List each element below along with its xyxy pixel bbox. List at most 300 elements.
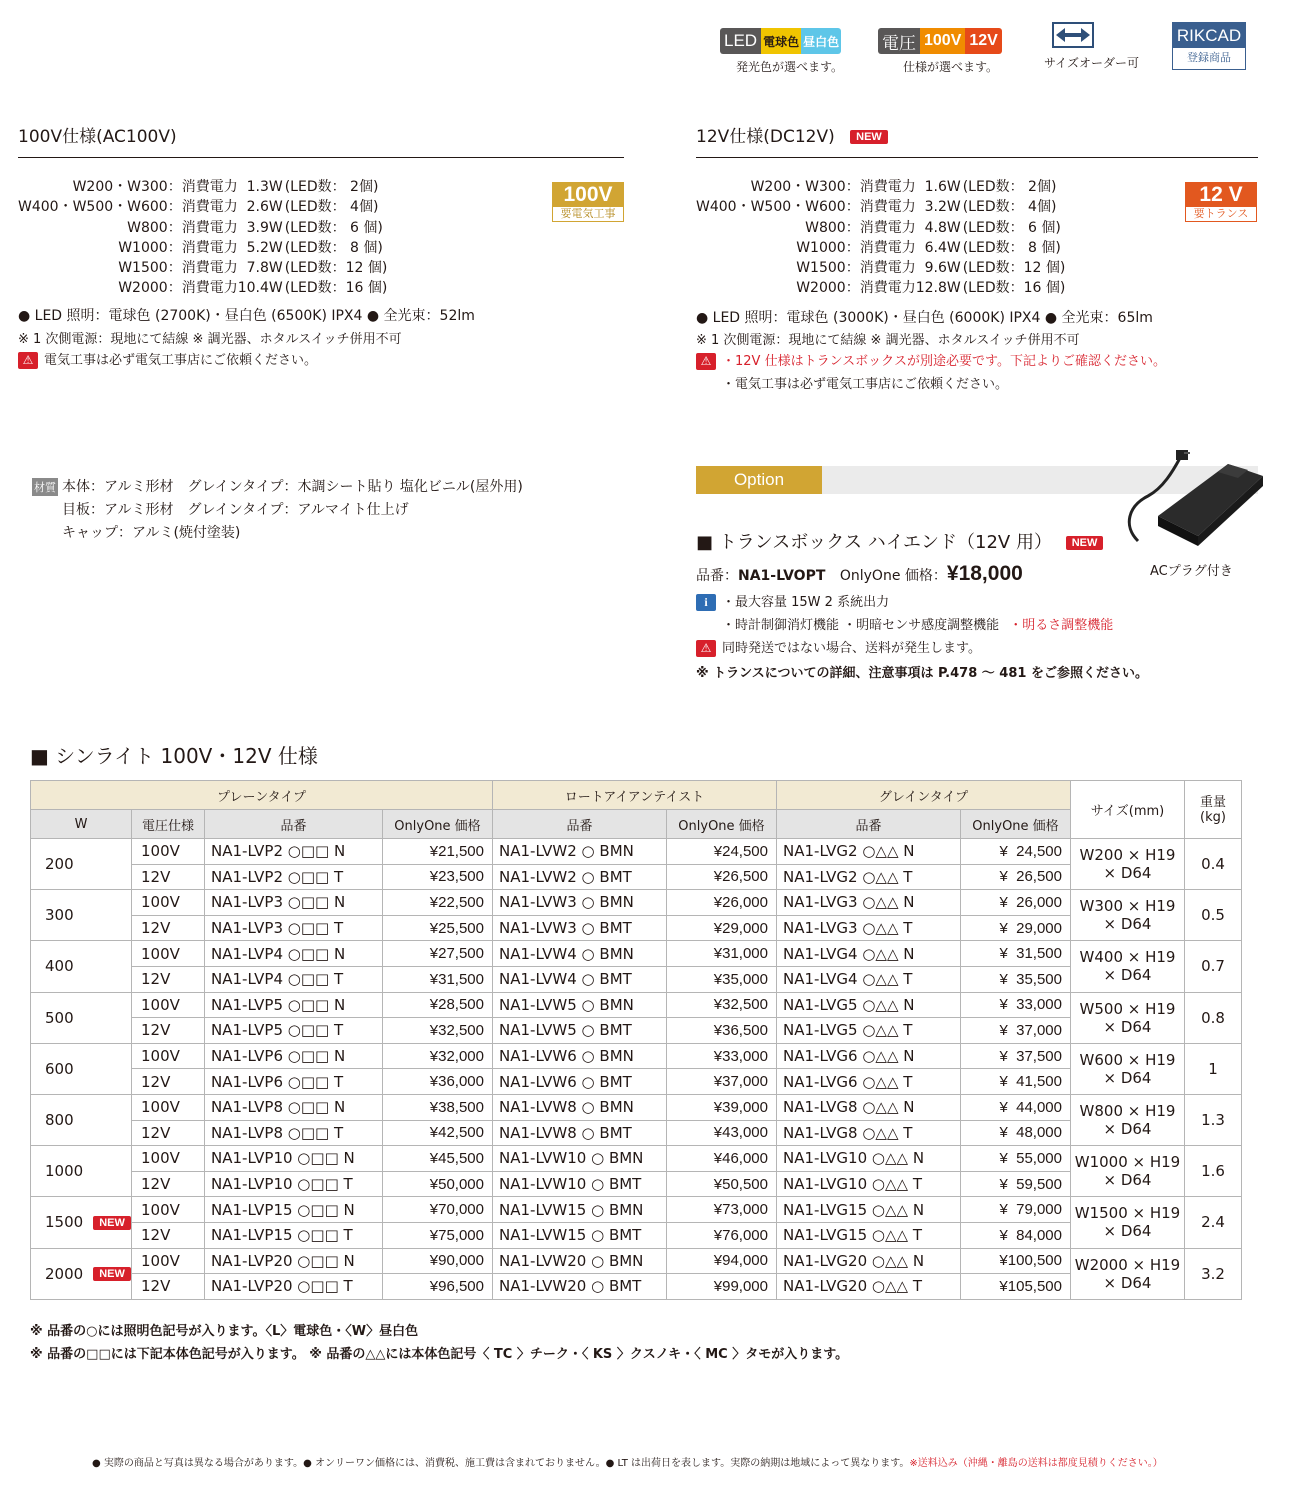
cell-grain-code: NA1-LVG15 ○△△ N bbox=[777, 1197, 961, 1223]
cell-plain-price: ¥90,000 bbox=[383, 1248, 493, 1274]
option-info-row bbox=[696, 591, 889, 611]
spec-power: 1.6W bbox=[924, 179, 961, 195]
cell-wrought-code: NA1-LVW10 ○ BMN bbox=[493, 1146, 667, 1172]
header-weight: 重量 (kg) bbox=[1185, 781, 1242, 839]
size-line-2: × D64 bbox=[1103, 1068, 1152, 1087]
table-row bbox=[31, 1146, 1242, 1172]
width-value: 200 bbox=[45, 855, 74, 874]
cell-wrought-price: ¥36,500 bbox=[667, 1018, 777, 1044]
cell-plain-code: NA1-LVP4 ○□□ N bbox=[205, 941, 383, 967]
spec-led-count: (LED数： 4個) bbox=[962, 199, 1057, 216]
spec-label: ：消費電力 bbox=[845, 280, 916, 297]
badge-100v-top: 100V bbox=[553, 183, 623, 207]
spec-label: ：消費電力 bbox=[167, 239, 238, 256]
table-row bbox=[31, 1069, 1242, 1095]
badge-100v-bottom: 要電気工事 bbox=[553, 207, 623, 221]
cell-size bbox=[1071, 992, 1185, 1043]
cell-width bbox=[31, 941, 132, 992]
cell-weight: 0.4 bbox=[1185, 839, 1242, 890]
voltage-label: 電圧 bbox=[878, 28, 920, 54]
cell-wrought-price: ¥76,000 bbox=[667, 1222, 777, 1248]
cell-wrought-code: NA1-LVW2 ○ BMN bbox=[493, 839, 667, 865]
cell-grain-price: ¥ 26,500 bbox=[961, 864, 1071, 890]
cell-plain-price: ¥38,500 bbox=[383, 1094, 493, 1120]
led-line-100v: ● LED 照明：電球色 (2700K)・昼白色 (6500K) IPX4 ● 全光束：52lm bbox=[18, 308, 475, 324]
spec-label: ：消費電力 bbox=[167, 179, 238, 195]
table-row bbox=[31, 1018, 1242, 1044]
cell-grain-price: ¥ 35,500 bbox=[961, 966, 1071, 992]
cell-size bbox=[1071, 1094, 1185, 1145]
cell-grain-price: ¥ 55,000 bbox=[961, 1146, 1071, 1172]
size-line-1: W500 × H19 bbox=[1079, 999, 1176, 1018]
spec-row bbox=[18, 238, 387, 258]
cell-wrought-price: ¥35,000 bbox=[667, 966, 777, 992]
cell-grain-code: NA1-LVG20 ○△△ T bbox=[777, 1274, 961, 1300]
cell-grain-code: NA1-LVG3 ○△△ N bbox=[777, 890, 961, 916]
header-price: OnlyOne 価格 bbox=[961, 810, 1071, 839]
spec-power: 4.8W bbox=[924, 219, 961, 236]
footer-red: ※送料込み（沖縄・離島の送料は都度見積りください。） bbox=[909, 1458, 1163, 1469]
size-line-1: W800 × H19 bbox=[1079, 1102, 1176, 1121]
option-title-row bbox=[696, 528, 1103, 554]
cell-plain-code: NA1-LVP15 ○□□ T bbox=[205, 1222, 383, 1248]
spec-power: 3.9W bbox=[246, 219, 283, 236]
cell-voltage: 100V bbox=[132, 992, 205, 1018]
spec-led-count: (LED数：12 個) bbox=[284, 260, 388, 277]
cell-weight: 1.3 bbox=[1185, 1094, 1242, 1145]
cell-voltage: 12V bbox=[132, 1069, 205, 1095]
width-value: 1000 bbox=[45, 1162, 84, 1181]
table-row bbox=[31, 1171, 1242, 1197]
spec-width: W400・W500・W600 bbox=[18, 199, 168, 216]
warn-row-12v bbox=[696, 350, 1166, 370]
spec-row bbox=[696, 278, 1065, 298]
width-value: 2000 bbox=[45, 1264, 84, 1283]
cell-grain-price: ¥105,500 bbox=[961, 1274, 1071, 1300]
spec-led-count: (LED数： 4個) bbox=[284, 199, 379, 216]
table-row bbox=[31, 966, 1242, 992]
option-title: ■ トランスボックス ハイエンド（12V 用） bbox=[696, 532, 1052, 553]
option-info-row-2 bbox=[722, 614, 1113, 633]
spec-row bbox=[18, 278, 387, 298]
cell-plain-code: NA1-LVP8 ○□□ T bbox=[205, 1120, 383, 1146]
spec-label: ：消費電力 bbox=[167, 219, 238, 236]
cell-grain-code: NA1-LVG3 ○△△ T bbox=[777, 915, 961, 941]
spec-led-count: (LED数：16 個) bbox=[962, 280, 1066, 297]
option-label: Option bbox=[696, 466, 822, 494]
cell-grain-price: ¥ 33,000 bbox=[961, 992, 1071, 1018]
warning-icon: ⚠ bbox=[696, 353, 716, 370]
material-line-2: 目板：アルミ形材 グレインタイプ：アルマイト仕上げ bbox=[62, 502, 409, 518]
warn-text-100v: 電気工事は必ず電気工事店にご依頼ください。 bbox=[44, 353, 318, 368]
spec-row bbox=[696, 258, 1065, 278]
cell-voltage: 12V bbox=[132, 1274, 205, 1300]
cell-grain-code: NA1-LVG2 ○△△ T bbox=[777, 864, 961, 890]
size-order-caption: サイズオーダー可 bbox=[1044, 56, 1140, 70]
cell-width bbox=[31, 992, 132, 1043]
cell-grain-code: NA1-LVG8 ○△△ N bbox=[777, 1094, 961, 1120]
spec-width: W800 bbox=[127, 219, 168, 236]
cell-wrought-code: NA1-LVW15 ○ BMN bbox=[493, 1197, 667, 1223]
option-price-label: OnlyOne 価格： bbox=[839, 568, 947, 584]
cell-wrought-code: NA1-LVW8 ○ BMT bbox=[493, 1120, 667, 1146]
cell-size bbox=[1071, 1146, 1185, 1197]
cell-weight: 0.8 bbox=[1185, 992, 1242, 1043]
size-line-2: × D64 bbox=[1103, 915, 1152, 934]
spec-label: ：消費電力 bbox=[845, 239, 916, 256]
cell-plain-price: ¥42,500 bbox=[383, 1120, 493, 1146]
spec-power: 12.8W bbox=[915, 280, 961, 297]
cell-size bbox=[1071, 941, 1185, 992]
day-color-label: 昼白色 bbox=[801, 28, 841, 54]
spec-led-count: (LED数：16 個) bbox=[284, 280, 388, 297]
note-line-100v: ※ 1 次側電源：現地にて結線 ※ 調光器、ホタルスイッチ併用不可 bbox=[18, 332, 402, 347]
cell-voltage: 12V bbox=[132, 1018, 205, 1044]
cell-grain-code: NA1-LVG4 ○△△ N bbox=[777, 941, 961, 967]
warm-color-label: 電球色 bbox=[761, 28, 801, 54]
spec-width: W800 bbox=[805, 219, 846, 236]
group-grain: グレインタイプ bbox=[777, 781, 1071, 810]
spec-power: 7.8W bbox=[246, 260, 283, 277]
size-line-2: × D64 bbox=[1103, 864, 1152, 883]
cell-width bbox=[31, 1094, 132, 1145]
spec-row bbox=[696, 238, 1065, 258]
spec-label: ：消費電力 bbox=[167, 199, 238, 216]
spec-12v-table bbox=[696, 177, 1065, 299]
cell-plain-price: ¥28,500 bbox=[383, 992, 493, 1018]
cell-plain-code: NA1-LVP5 ○□□ T bbox=[205, 1018, 383, 1044]
option-info-2a: ・時計制御消灯機能 ・明暗センサ感度調整機能 bbox=[722, 618, 1000, 633]
cell-plain-price: ¥21,500 bbox=[383, 839, 493, 865]
option-note: ※ トランスについての詳細、注意事項は P.478 〜 481 をご参照ください。 bbox=[696, 666, 1148, 681]
cell-wrought-code: NA1-LVW3 ○ BMT bbox=[493, 915, 667, 941]
spec-100v-table bbox=[18, 177, 387, 299]
cell-grain-price: ¥ 24,500 bbox=[961, 839, 1071, 865]
header-code: 品番 bbox=[493, 810, 667, 839]
material-line-3: キャップ：アルミ(焼付塗装) bbox=[62, 525, 241, 541]
rikcad-badge bbox=[1172, 22, 1246, 70]
cell-grain-price: ¥ 37,000 bbox=[961, 1018, 1071, 1044]
cell-wrought-code: NA1-LVW6 ○ BMT bbox=[493, 1069, 667, 1095]
spec-power: 5.2W bbox=[246, 239, 283, 256]
badge-12v-bottom: 要トランス bbox=[1186, 207, 1256, 221]
cell-voltage: 12V bbox=[132, 966, 205, 992]
cell-plain-code: NA1-LVP8 ○□□ N bbox=[205, 1094, 383, 1120]
size-line-2: × D64 bbox=[1103, 1171, 1152, 1190]
cell-plain-code: NA1-LVP6 ○□□ T bbox=[205, 1069, 383, 1095]
cell-grain-code: NA1-LVG4 ○△△ T bbox=[777, 966, 961, 992]
cell-size bbox=[1071, 1248, 1185, 1299]
header-code: 品番 bbox=[777, 810, 961, 839]
badge-100v bbox=[552, 182, 624, 222]
group-wrought: ロートアイアンテイスト bbox=[493, 781, 777, 810]
cell-size bbox=[1071, 839, 1185, 890]
cell-wrought-price: ¥94,000 bbox=[667, 1248, 777, 1274]
cell-plain-price: ¥75,000 bbox=[383, 1222, 493, 1248]
material-line-1 bbox=[32, 476, 523, 496]
cell-wrought-code: NA1-LVW8 ○ BMN bbox=[493, 1094, 667, 1120]
cell-grain-price: ¥100,500 bbox=[961, 1248, 1071, 1274]
size-line-1: W2000 × H19 bbox=[1074, 1255, 1181, 1274]
cell-wrought-price: ¥26,500 bbox=[667, 864, 777, 890]
divider bbox=[18, 157, 624, 158]
spec-label: ：消費電力 bbox=[845, 179, 916, 195]
cell-width bbox=[31, 1248, 132, 1299]
cell-wrought-code: NA1-LVW4 ○ BMN bbox=[493, 941, 667, 967]
cell-grain-code: NA1-LVG6 ○△△ T bbox=[777, 1069, 961, 1095]
rikcad-title: RIKCAD bbox=[1173, 23, 1245, 48]
cell-grain-price: ¥ 31,500 bbox=[961, 941, 1071, 967]
option-code-label: 品番： bbox=[696, 568, 738, 584]
cell-plain-code: NA1-LVP10 ○□□ T bbox=[205, 1171, 383, 1197]
material-text-1: 本体：アルミ形材 グレインタイプ：木調シート貼り 塩化ビニル(屋外用) bbox=[62, 479, 523, 495]
spec-width: W400・W500・W600 bbox=[696, 199, 846, 216]
voltage-badge bbox=[878, 28, 1002, 54]
cell-wrought-price: ¥33,000 bbox=[667, 1043, 777, 1069]
cell-weight: 3.2 bbox=[1185, 1248, 1242, 1299]
table-row bbox=[31, 839, 1242, 865]
spec-row bbox=[18, 218, 387, 238]
cell-voltage: 100V bbox=[132, 890, 205, 916]
table-row bbox=[31, 1248, 1242, 1274]
cell-voltage: 12V bbox=[132, 864, 205, 890]
spec-power: 2.6W bbox=[246, 199, 283, 216]
cell-grain-code: NA1-LVG10 ○△△ T bbox=[777, 1171, 961, 1197]
spec-100v-heading: 100V仕様(AC100V) bbox=[18, 127, 177, 147]
cell-plain-price: ¥45,500 bbox=[383, 1146, 493, 1172]
cell-plain-code: NA1-LVP4 ○□□ T bbox=[205, 966, 383, 992]
cell-grain-price: ¥ 44,000 bbox=[961, 1094, 1071, 1120]
spec-label: ：消費電力 bbox=[845, 199, 916, 216]
width-value: 500 bbox=[45, 1008, 74, 1027]
spec-row bbox=[696, 197, 1065, 217]
cell-grain-code: NA1-LVG5 ○△△ N bbox=[777, 992, 961, 1018]
spec-row bbox=[18, 258, 387, 278]
cell-grain-price: ¥ 59,500 bbox=[961, 1171, 1071, 1197]
cell-wrought-price: ¥39,000 bbox=[667, 1094, 777, 1120]
size-line-1: W200 × H19 bbox=[1079, 846, 1176, 865]
spec-led-count: (LED数： 2個) bbox=[962, 179, 1057, 195]
cell-plain-price: ¥27,500 bbox=[383, 941, 493, 967]
voltage-100-label: 100V bbox=[920, 28, 965, 54]
cell-wrought-price: ¥37,000 bbox=[667, 1069, 777, 1095]
cell-plain-code: NA1-LVP20 ○□□ N bbox=[205, 1248, 383, 1274]
cell-grain-code: NA1-LVG6 ○△△ N bbox=[777, 1043, 961, 1069]
cell-wrought-code: NA1-LVW15 ○ BMT bbox=[493, 1222, 667, 1248]
table-row bbox=[31, 1197, 1242, 1223]
header-voltage: 電圧仕様 bbox=[132, 810, 205, 839]
cell-wrought-code: NA1-LVW20 ○ BMN bbox=[493, 1248, 667, 1274]
option-warn: 同時発送ではない場合、送料が発生します。 bbox=[722, 641, 981, 656]
size-line-2: × D64 bbox=[1103, 1017, 1152, 1036]
cell-wrought-code: NA1-LVW20 ○ BMT bbox=[493, 1274, 667, 1300]
table-note-1: ※ 品番の○には照明色記号が入ります。〈L〉電球色・〈W〉昼白色 bbox=[30, 1324, 419, 1339]
cell-wrought-code: NA1-LVW4 ○ BMT bbox=[493, 966, 667, 992]
cell-voltage: 100V bbox=[132, 1248, 205, 1274]
cell-wrought-price: ¥50,500 bbox=[667, 1171, 777, 1197]
new-badge: NEW bbox=[1066, 536, 1104, 550]
cell-wrought-price: ¥24,500 bbox=[667, 839, 777, 865]
cell-width bbox=[31, 1197, 132, 1248]
voltage-badge-caption: 仕様が選べます。 bbox=[903, 60, 999, 74]
cell-wrought-code: NA1-LVW3 ○ BMN bbox=[493, 890, 667, 916]
header-w: W bbox=[31, 810, 132, 839]
cell-grain-code: NA1-LVG2 ○△△ N bbox=[777, 839, 961, 865]
cell-grain-price: ¥ 84,000 bbox=[961, 1222, 1071, 1248]
spec-row bbox=[696, 218, 1065, 238]
cell-wrought-code: NA1-LVW2 ○ BMT bbox=[493, 864, 667, 890]
table-row bbox=[31, 941, 1242, 967]
warn-text-12v-2: ・電気工事は必ず電気工事店にご依頼ください。 bbox=[722, 377, 1009, 392]
cell-wrought-code: NA1-LVW6 ○ BMN bbox=[493, 1043, 667, 1069]
spec-led-count: (LED数： 8 個) bbox=[962, 239, 1061, 256]
spec-led-count: (LED数： 6 個) bbox=[962, 219, 1061, 236]
cell-plain-code: NA1-LVP3 ○□□ T bbox=[205, 915, 383, 941]
cell-grain-price: ¥ 41,500 bbox=[961, 1069, 1071, 1095]
spec-width: W2000 bbox=[796, 280, 846, 297]
width-value: 1500 bbox=[45, 1213, 84, 1232]
badge-12v-top: 12 V bbox=[1186, 183, 1256, 207]
spec-led-count: (LED数： 6 個) bbox=[284, 219, 383, 236]
table-row bbox=[31, 1094, 1242, 1120]
size-line-2: × D64 bbox=[1103, 966, 1152, 985]
table-row bbox=[31, 992, 1242, 1018]
header-price: OnlyOne 価格 bbox=[383, 810, 493, 839]
cell-voltage: 100V bbox=[132, 1146, 205, 1172]
size-line-1: W1500 × H19 bbox=[1074, 1204, 1181, 1223]
table-row bbox=[31, 1120, 1242, 1146]
option-warn-row bbox=[696, 637, 981, 657]
cell-plain-price: ¥96,500 bbox=[383, 1274, 493, 1300]
cell-grain-code: NA1-LVG15 ○△△ T bbox=[777, 1222, 961, 1248]
width-value: 300 bbox=[45, 906, 74, 925]
info-icon: i bbox=[696, 594, 716, 611]
option-info-1: ・最大容量 15W 2 系統出力 bbox=[722, 595, 890, 610]
spec-label: ：消費電力 bbox=[845, 260, 916, 277]
cell-plain-code: NA1-LVP6 ○□□ N bbox=[205, 1043, 383, 1069]
cell-plain-code: NA1-LVP20 ○□□ T bbox=[205, 1274, 383, 1300]
header-price: OnlyOne 価格 bbox=[667, 810, 777, 839]
cell-weight: 1 bbox=[1185, 1043, 1242, 1094]
divider bbox=[696, 157, 1258, 158]
material-tag: 材質 bbox=[32, 478, 58, 496]
header-size: サイズ(mm) bbox=[1071, 781, 1185, 839]
rikcad-sub: 登録商品 bbox=[1187, 51, 1231, 64]
spec-label: ：消費電力 bbox=[167, 260, 238, 277]
size-line-2: × D64 bbox=[1103, 1222, 1152, 1241]
size-line-1: W600 × H19 bbox=[1079, 1050, 1176, 1069]
option-info-2b: ・明るさ調整機能 bbox=[1009, 618, 1114, 633]
led-line-12v: ● LED 照明：電球色 (3000K)・昼白色 (6000K) IPX4 ● 全光束：65lm bbox=[696, 310, 1153, 326]
spec-12v-title: 12V仕様(DC12V) bbox=[696, 127, 835, 147]
cell-weight: 0.5 bbox=[1185, 890, 1242, 941]
spec-led-count: (LED数： 2個) bbox=[284, 179, 379, 195]
transformer-box-image bbox=[1118, 446, 1268, 566]
cell-wrought-price: ¥99,000 bbox=[667, 1274, 777, 1300]
warning-icon: ⚠ bbox=[696, 640, 716, 657]
price-table bbox=[30, 780, 1242, 1300]
option-code: NA1-LVOPT bbox=[738, 568, 826, 584]
spec-12v-heading bbox=[696, 122, 888, 147]
width-value: 400 bbox=[45, 957, 74, 976]
spec-power: 3.2W bbox=[924, 199, 961, 216]
cell-wrought-code: NA1-LVW5 ○ BMN bbox=[493, 992, 667, 1018]
cell-plain-code: NA1-LVP5 ○□□ N bbox=[205, 992, 383, 1018]
cell-width bbox=[31, 1146, 132, 1197]
cell-plain-price: ¥23,500 bbox=[383, 864, 493, 890]
warning-icon: ⚠ bbox=[18, 352, 38, 369]
cell-voltage: 100V bbox=[132, 1043, 205, 1069]
cell-grain-code: NA1-LVG5 ○△△ T bbox=[777, 1018, 961, 1044]
cell-width bbox=[31, 890, 132, 941]
spec-power: 10.4W bbox=[237, 280, 283, 297]
cell-wrought-price: ¥26,000 bbox=[667, 890, 777, 916]
cell-grain-price: ¥ 37,500 bbox=[961, 1043, 1071, 1069]
cell-plain-price: ¥50,000 bbox=[383, 1171, 493, 1197]
spec-width: W200・W300 bbox=[750, 179, 846, 195]
cell-plain-price: ¥32,000 bbox=[383, 1043, 493, 1069]
table-note-2: ※ 品番の□□には下記本体色記号が入ります。 ※ 品番の△△には本体色記号〈 TC 〉チーク・〈 KS 〉クスノキ・〈 MC 〉タモが入ります。 bbox=[30, 1347, 849, 1362]
new-badge: NEW bbox=[93, 1267, 131, 1281]
cell-wrought-price: ¥31,000 bbox=[667, 941, 777, 967]
cell-voltage: 100V bbox=[132, 1094, 205, 1120]
cell-weight: 1.6 bbox=[1185, 1146, 1242, 1197]
table-row bbox=[31, 915, 1242, 941]
cell-plain-price: ¥25,500 bbox=[383, 915, 493, 941]
cell-width bbox=[31, 839, 132, 890]
spec-power: 6.4W bbox=[924, 239, 961, 256]
cell-grain-price: ¥ 79,000 bbox=[961, 1197, 1071, 1223]
cell-wrought-price: ¥32,500 bbox=[667, 992, 777, 1018]
spec-power: 1.3W bbox=[246, 179, 283, 195]
cell-wrought-price: ¥46,000 bbox=[667, 1146, 777, 1172]
spec-row bbox=[696, 177, 1065, 197]
group-plain: プレーンタイプ bbox=[31, 781, 493, 810]
size-line-1: W1000 × H19 bbox=[1074, 1153, 1181, 1172]
cell-plain-code: NA1-LVP3 ○□□ N bbox=[205, 890, 383, 916]
cell-grain-price: ¥ 26,000 bbox=[961, 890, 1071, 916]
size-line-2: × D64 bbox=[1103, 1273, 1152, 1292]
device-caption: ACプラグ付き bbox=[1150, 564, 1233, 579]
spec-width: W1000 bbox=[118, 239, 168, 256]
table-row bbox=[31, 1274, 1242, 1300]
table-row bbox=[31, 1222, 1242, 1248]
spec-width: W1500 bbox=[796, 260, 846, 277]
spec-width: W1000 bbox=[796, 239, 846, 256]
spec-label: ：消費電力 bbox=[167, 280, 238, 297]
cell-size bbox=[1071, 890, 1185, 941]
cell-wrought-price: ¥73,000 bbox=[667, 1197, 777, 1223]
cell-grain-price: ¥ 48,000 bbox=[961, 1120, 1071, 1146]
table-title: ■ シンライト 100V・12V 仕様 bbox=[30, 744, 318, 768]
warn-text-12v: ・12V 仕様はトランスボックスが別途必要です。下記よりご確認ください。 bbox=[722, 354, 1167, 369]
cell-weight: 2.4 bbox=[1185, 1197, 1242, 1248]
spec-width: W1500 bbox=[118, 260, 168, 277]
led-badge-caption: 発光色が選べます。 bbox=[736, 60, 844, 74]
cell-voltage: 12V bbox=[132, 915, 205, 941]
footer-text: ● 実際の商品と写真は異なる場合があります。● オンリーワン価格には、消費税、施工費は含まれておりません。● LT は出荷日を表します。実際の納期は地域によって異なります。 bbox=[92, 1458, 910, 1469]
footer bbox=[92, 1454, 1163, 1469]
spec-label: ：消費電力 bbox=[845, 219, 916, 236]
led-color-badge bbox=[720, 28, 841, 54]
note-line-12v: ※ 1 次側電源：現地にて結線 ※ 調光器、ホタルスイッチ併用不可 bbox=[696, 333, 1080, 348]
cell-plain-code: NA1-LVP2 ○□□ N bbox=[205, 839, 383, 865]
cell-grain-code: NA1-LVG8 ○△△ T bbox=[777, 1120, 961, 1146]
cell-plain-price: ¥22,500 bbox=[383, 890, 493, 916]
cell-voltage: 12V bbox=[132, 1222, 205, 1248]
spec-power: 9.6W bbox=[924, 260, 961, 277]
cell-voltage: 100V bbox=[132, 1197, 205, 1223]
